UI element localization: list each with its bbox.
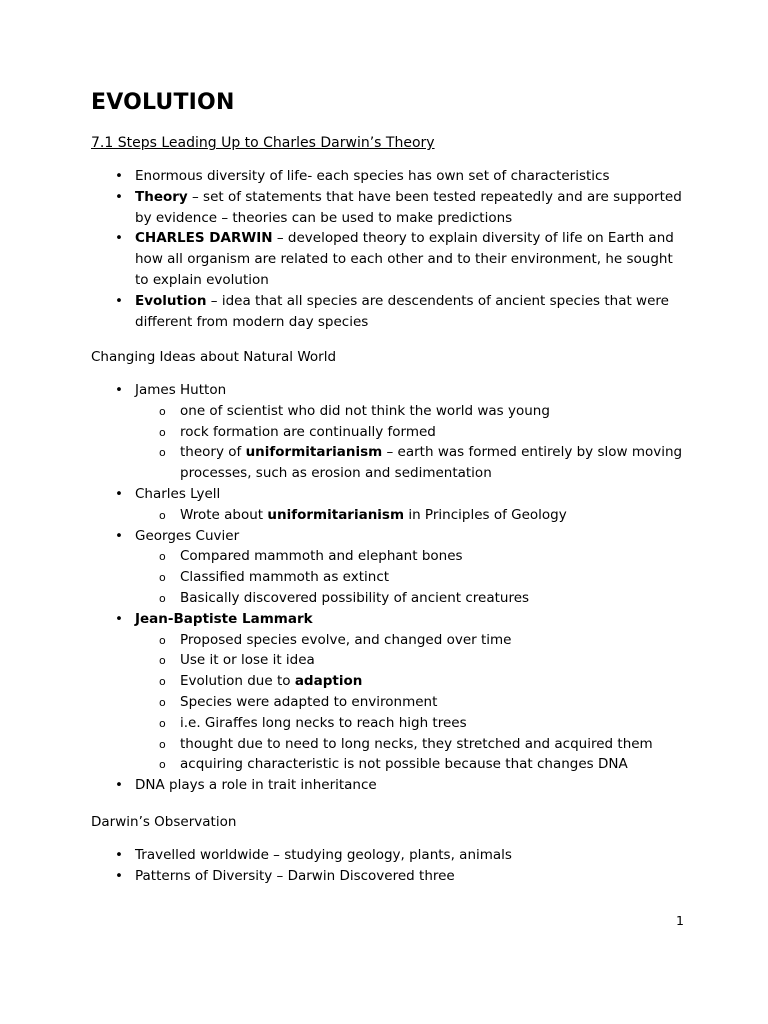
list-item: • DNA plays a role in trait inheritance <box>0 775 690 796</box>
sub-list-item: o rock formation are continually formed <box>0 422 690 443</box>
sub-list-item: o acquiring characteristic is not possible because that changes DNA <box>0 754 690 775</box>
list-item: • Jean-Baptiste Lammark <box>0 609 690 630</box>
sub-list-item: o i.e. Giraffes long necks to reach high trees <box>0 713 690 734</box>
list-item: • Theory – set of statements that have been tested repeatedly and are supported by evidence – theories can be used to make predictions <box>0 187 690 229</box>
list-item: • Patterns of Diversity – Darwin Discovered three <box>0 866 690 887</box>
sub-list-item: o Wrote about uniformitarianism in Principles of Geology <box>0 505 690 526</box>
sub-list-item: o Evolution due to adaption <box>0 671 690 692</box>
list-item: • Travelled worldwide – studying geology, plants, animals <box>0 845 690 866</box>
section-heading: 7.1 Steps Leading Up to Charles Darwin’s Theory <box>91 135 435 151</box>
changing-ideas-heading: Changing Ideas about Natural World <box>91 349 337 365</box>
sub-list-item: o Proposed species evolve, and changed over time <box>0 630 690 651</box>
list-item: • Evolution – idea that all species are descendents of ancient species that were different from modern day species <box>0 291 690 333</box>
sub-list-item: o Species were adapted to environment <box>0 692 690 713</box>
sub-list-item: o Basically discovered possibility of ancient creatures <box>0 588 690 609</box>
document-title: EVOLUTION <box>91 90 235 115</box>
scientists-list <box>0 380 768 796</box>
sub-list-item: o theory of uniformitarianism – earth was formed entirely by slow moving processes, such as erosion and sedimentation <box>0 442 690 484</box>
darwin-list <box>0 845 768 887</box>
list-item: • James Hutton <box>0 380 690 401</box>
sub-list-item: o Classified mammoth as extinct <box>0 567 690 588</box>
list-item: • Georges Cuvier <box>0 526 690 547</box>
sub-list-item: o one of scientist who did not think the world was young <box>0 401 690 422</box>
list-item: • CHARLES DARWIN – developed theory to explain diversity of life on Earth and how all organism are related to each other and to their environment, he sought to explain evolution <box>0 228 690 290</box>
intro-list <box>0 166 768 332</box>
list-item: • Enormous diversity of life- each species has own set of characteristics <box>0 166 690 187</box>
sub-list-item: o Compared mammoth and elephant bones <box>0 546 690 567</box>
sub-list-item: o Use it or lose it idea <box>0 650 690 671</box>
sub-list-item: o thought due to need to long necks, they stretched and acquired them <box>0 734 690 755</box>
darwin-observation-heading: Darwin’s Observation <box>91 814 237 830</box>
page-number: 1 <box>676 913 684 928</box>
list-item: • Charles Lyell <box>0 484 690 505</box>
